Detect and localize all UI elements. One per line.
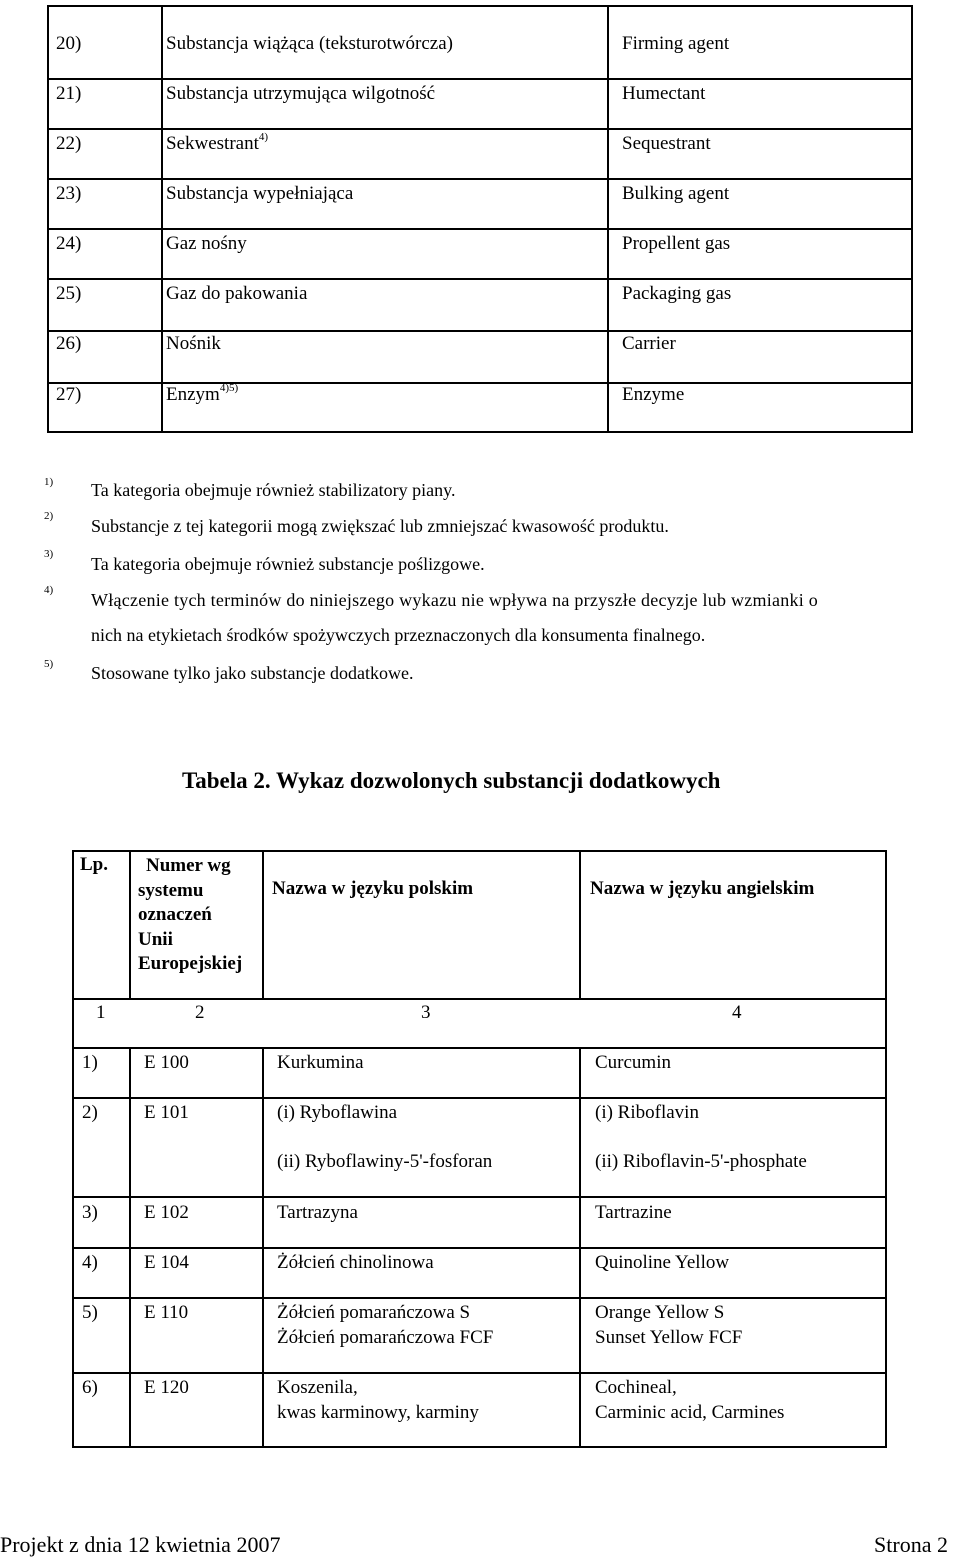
polish-name: Tartrazyna (277, 1202, 358, 1223)
page-number: Strona 2 (874, 1532, 948, 1557)
row-number: 27) (56, 384, 82, 405)
polish-name: Substancja wypełniająca (166, 183, 354, 204)
english-name: (ii) Riboflavin-5'-phosphate (595, 1151, 807, 1172)
e-number: E 102 (144, 1202, 189, 1223)
row-number: 3) (82, 1202, 98, 1223)
e-number: E 104 (144, 1252, 189, 1273)
e-number: E 120 (144, 1377, 189, 1398)
row-number: 2) (82, 1102, 98, 1123)
table-row (49, 207, 911, 257)
e-number: E 110 (144, 1302, 189, 1323)
column-number: 2 (195, 1002, 205, 1023)
english-name: Cochineal, (595, 1377, 677, 1398)
column-divider (579, 852, 581, 1000)
header-number: Numer wg systemu oznaczeń Unii Europejskiej (138, 855, 243, 974)
english-name: (i) Riboflavin (595, 1102, 699, 1123)
english-name: Bulking agent (622, 183, 730, 204)
footnote-text: Substancje z tej kategorii mogą zwiększać lub zmniejszać kwasowość produktu. (91, 516, 669, 536)
english-name: Carminic acid, Carmines (595, 1402, 785, 1423)
footnote-text: Włączenie tych terminów do niniejszego wykazu nie wpływa na przyszłe decyzje lub wzmianki o (91, 590, 818, 610)
english-name: Sunset Yellow FCF (595, 1327, 743, 1348)
polish-name: Koszenila, (277, 1377, 358, 1398)
column-number: 4 (732, 1002, 742, 1023)
english-name: Firming agent (622, 33, 730, 54)
table-row (49, 307, 911, 357)
table-title: Tabela 2. Wykaz dozwolonych substancji dodatkowych (182, 768, 721, 793)
column-divider (129, 852, 131, 1000)
row-divider (74, 1297, 885, 1299)
header-polish-name: Nazwa w języku polskim (272, 878, 474, 899)
table-row (49, 358, 911, 408)
column-divider (262, 852, 264, 1000)
category-table (47, 5, 913, 433)
polish-name: Kurkumina (277, 1052, 364, 1073)
english-name: Humectant (622, 83, 706, 104)
table-row (49, 107, 911, 157)
row-divider (74, 998, 885, 1000)
table-row (49, 257, 911, 307)
row-number: 23) (56, 183, 82, 204)
e-number: E 101 (144, 1102, 189, 1123)
row-number: 6) (82, 1377, 98, 1398)
row-divider (74, 1196, 885, 1198)
polish-name: Sekwestrant$^{4)}$ (166, 131, 269, 154)
english-name: Packaging gas (622, 283, 732, 304)
polish-name: (i) Ryboflawina (277, 1102, 398, 1123)
row-number: 4) (82, 1252, 98, 1273)
english-name: Quinoline Yellow (595, 1252, 730, 1273)
english-name: Propellent gas (622, 233, 731, 254)
english-name: Tartrazine (595, 1202, 672, 1223)
row-number: 20) (56, 33, 82, 54)
polish-name: Gaz nośny (166, 233, 247, 254)
table-row (49, 157, 911, 207)
polish-name: Żółcień pomarańczowa FCF (277, 1327, 494, 1348)
footnote-ref: 4) (258, 131, 269, 143)
footnote-ref: 4)5) (219, 382, 239, 394)
row-number: 25) (56, 283, 82, 304)
table-row (49, 7, 911, 57)
english-name: Curcumin (595, 1052, 671, 1073)
header-lp: Lp. (80, 854, 108, 875)
english-name: Orange Yellow S (595, 1302, 725, 1323)
polish-name: Gaz do pakowania (166, 283, 308, 304)
polish-name: kwas karminowy, karminy (277, 1402, 479, 1423)
english-name: Carrier (622, 333, 676, 354)
english-name: Sequestrant (622, 133, 711, 154)
row-number: 1) (82, 1052, 98, 1073)
footnote-text-continued: nich na etykietach środków spożywczych przeznaczonych dla konsumenta finalnego. (91, 625, 706, 645)
footnote-text: Stosowane tylko jako substancje dodatkowe. (91, 663, 414, 683)
column-number: 1 (96, 1002, 106, 1023)
table-row (49, 57, 911, 107)
row-divider (74, 1047, 885, 1049)
row-divider (74, 1247, 885, 1249)
header-english-name: Nazwa w języku angielskim (590, 878, 815, 899)
row-number: 21) (56, 83, 82, 104)
footnote-text: Ta kategoria obejmuje również stabilizatory piany. (91, 480, 456, 500)
polish-name: Żółcień pomarańczowa S (277, 1302, 471, 1323)
row-divider (74, 1372, 885, 1374)
footer-project-date: Projekt z dnia 12 kwietnia 2007 (0, 1532, 281, 1557)
polish-name: Enzym$^{4)5)}$ (166, 382, 239, 405)
row-number: 24) (56, 233, 82, 254)
additives-table (72, 850, 887, 1448)
row-number: 5) (82, 1302, 98, 1323)
row-divider (74, 1097, 885, 1099)
english-name: Enzyme (622, 384, 685, 405)
e-number: E 100 (144, 1052, 189, 1073)
footnote-text: Ta kategoria obejmuje również substancje poślizgowe. (91, 554, 485, 574)
polish-name: Substancja wiążąca (teksturotwórcza) (166, 33, 453, 54)
polish-name: Żółcień chinolinowa (277, 1252, 434, 1273)
row-number: 26) (56, 333, 82, 354)
row-number: 22) (56, 133, 82, 154)
polish-name: Nośnik (166, 333, 221, 354)
polish-name: Substancja utrzymująca wilgotność (166, 83, 436, 104)
column-number: 3 (421, 1002, 431, 1023)
polish-name: (ii) Ryboflawiny-5'-fosforan (277, 1151, 493, 1172)
